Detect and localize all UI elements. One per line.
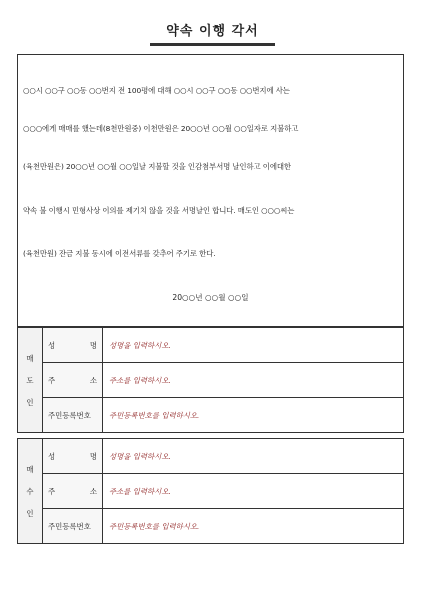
buyer-role-char-2: 수 bbox=[26, 486, 34, 496]
buyer-id-label: 주민등록번호 bbox=[43, 509, 103, 544]
agreement-body bbox=[17, 54, 404, 327]
buyer-table bbox=[17, 438, 404, 544]
body-line-5: (육천만원) 잔금 지불 동시에 이전서류를 갖추어 주기로 한다. bbox=[23, 249, 216, 258]
buyer-role-char-3: 인 bbox=[26, 508, 34, 518]
seller-role-cell bbox=[18, 328, 43, 433]
title-underline bbox=[150, 43, 275, 46]
buyer-address-field[interactable]: 주소를 입력하시오. bbox=[103, 474, 404, 509]
body-line-2: ○○○에게 매매를 했는데(8천만원중) 이천만원은 20○○년 ○○월 ○○일자로 지불하고 bbox=[23, 124, 299, 133]
seller-address-field[interactable]: 주소를 입력하시오. bbox=[103, 363, 404, 398]
body-line-1: ○○시 ○○구 ○○동 ○○번지 전 100평에 대해 ○○시 ○○구 ○○동 ○○번지에 사는 bbox=[23, 86, 290, 95]
buyer-name-field[interactable]: 성명을 입력하시오. bbox=[103, 439, 404, 474]
seller-role-char-2: 도 bbox=[26, 375, 34, 385]
buyer-address-label: 주 소 bbox=[43, 474, 103, 509]
buyer-role-cell bbox=[18, 439, 43, 544]
seller-name-field[interactable]: 성명을 입력하시오. bbox=[103, 328, 404, 363]
body-line-3: (육천만원은) 20○○년 ○○월 ○○일날 지불할 것을 인감첨부서명 날인하고 이에대한 bbox=[23, 162, 291, 171]
seller-id-field[interactable]: 주민등록번호를 입력하시오. bbox=[103, 398, 404, 433]
buyer-role-char-1: 매 bbox=[26, 464, 34, 474]
seller-address-label: 주 소 bbox=[43, 363, 103, 398]
seller-table bbox=[17, 327, 404, 433]
agreement-date: 20○○년 ○○월 ○○일 bbox=[172, 293, 249, 302]
seller-role-char-1: 매 bbox=[26, 353, 34, 363]
document-title: 약속 이행 각서 bbox=[166, 24, 259, 39]
seller-id-label: 주민등록번호 bbox=[43, 398, 103, 433]
buyer-name-label: 성 명 bbox=[43, 439, 103, 474]
seller-name-label: 성 명 bbox=[43, 328, 103, 363]
body-line-4: 약속 불 이행시 민형사상 이의를 제기치 않을 것을 서명날인 합니다. 매도인 ○○○씨는 bbox=[23, 206, 295, 215]
buyer-id-field[interactable]: 주민등록번호를 입력하시오. bbox=[103, 509, 404, 544]
seller-role-char-3: 인 bbox=[26, 397, 34, 407]
